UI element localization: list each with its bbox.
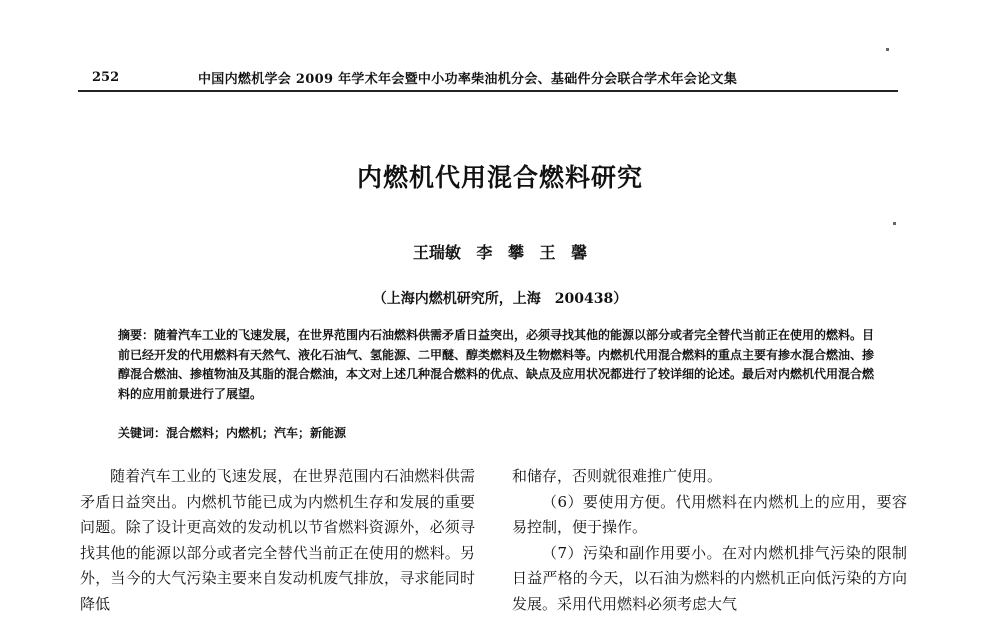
body-right-column <box>512 464 907 617</box>
keywords <box>118 424 878 441</box>
abstract-text: 随着汽车工业的飞速发展，在世界范围内石油燃料供需矛盾日益突出，必须寻找其他的能源以部分或者完全替代当前正在使用的燃料。目前已经开发的代用燃料有天然气、液化石油气、氢能源、二甲醚、醇类燃料及生物燃料等。内燃机代用混合燃料的重点主要有掺水混合燃油、掺醇混合燃油、掺植物油及其脂的混合燃油，本文对上述几种混合燃料的优点、缺点及应用状况都进行了较详细的论述。最后对内燃机代用混合燃料的应用前景进行了展望。 <box>118 328 875 401</box>
authors: 王瑞敏 李 攀 王 馨 <box>412 243 588 262</box>
affiliation: （上海内燃机研究所，上海 200438） <box>372 291 628 307</box>
abstract <box>118 326 878 404</box>
scan-speck <box>886 48 889 51</box>
right-paragraph-6: （6）要使用方便。代用燃料在内燃机上的应用，要容易控制，便于操作。 <box>512 492 907 536</box>
right-paragraph-7: （7）污染和副作用要小。在对内燃机排气污染的限制日益严格的今天，以石油为燃料的内燃机正向低污染的方向发展。采用代用燃料必须考虑大气 <box>512 543 907 613</box>
keywords-label: 关键词： <box>118 426 167 440</box>
scan-speck <box>893 222 896 225</box>
body-left-column <box>80 464 475 617</box>
right-continuation: 和储存，否则就很难推广使用。 <box>512 467 723 485</box>
header-rule <box>78 90 898 92</box>
keywords-text: 混合燃料；内燃机；汽车；新能源 <box>166 426 347 440</box>
paper-title: 内燃机代用混合燃料研究 <box>356 163 643 192</box>
page-number: 252 <box>92 70 120 85</box>
left-paragraph: 随着汽车工业的飞速发展，在世界范围内石油燃料供需矛盾日益突出。内燃机节能已成为内燃机生存和发展的重要问题。除了设计更高效的发动机以节省燃料资源外，必须寻找其他的能源以部分或者完全替代当前正在使用的燃料。另外，当今的大气污染主要来自发动机废气排放，寻求能同时降低 <box>80 467 475 613</box>
running-title: 中国内燃机学会 2009 年学术年会暨中小功率柴油机分会、基础件分会联合学术年会论文集 <box>198 72 738 87</box>
abstract-label: 摘要： <box>118 328 155 342</box>
running-header <box>78 62 898 86</box>
